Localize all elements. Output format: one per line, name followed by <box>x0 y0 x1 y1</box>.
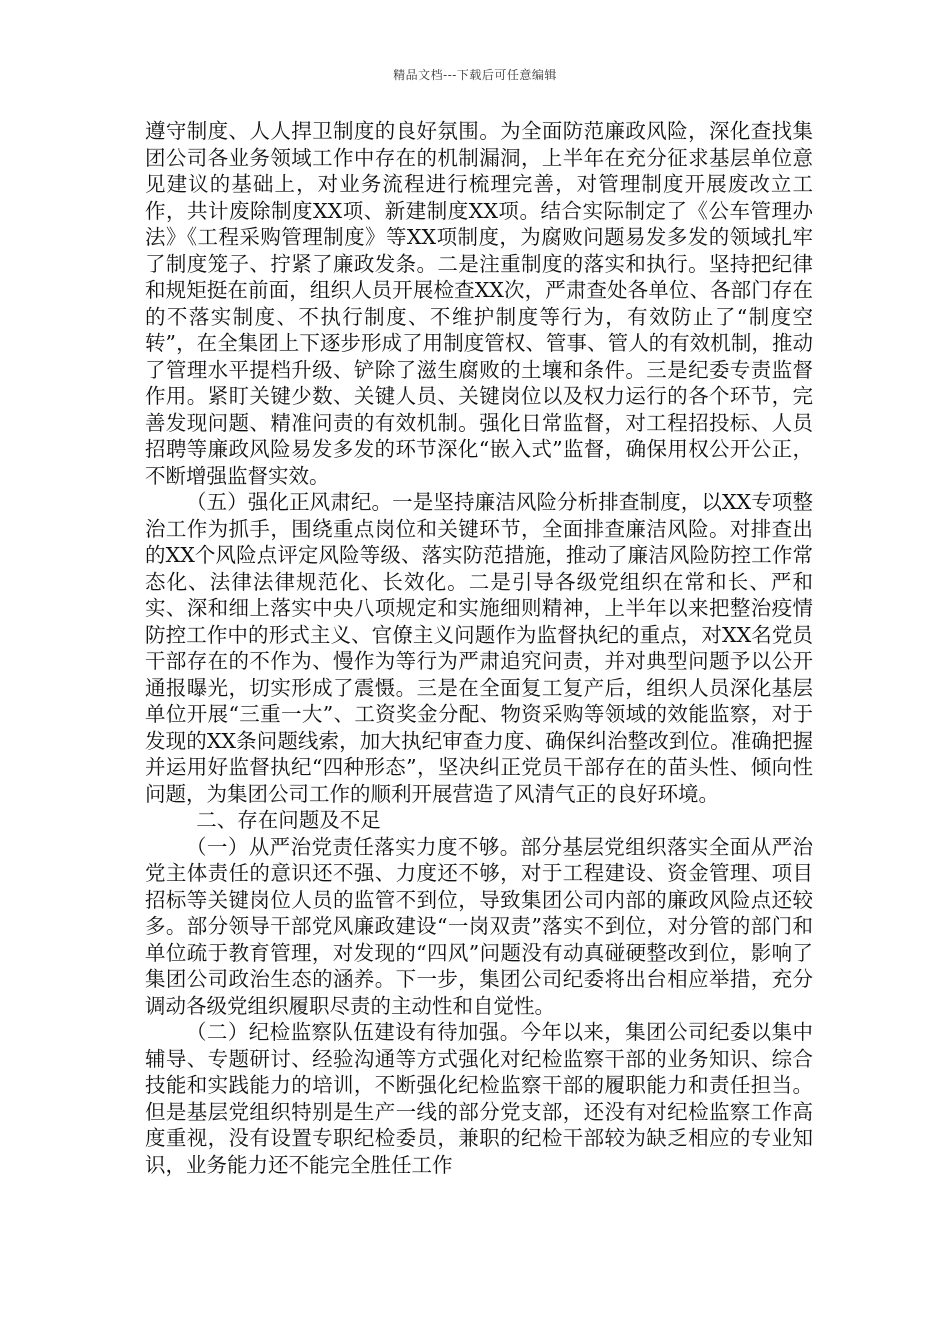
paragraph-continued: 遵守制度、人人捍卫制度的良好氛围。为全面防范廉政风险，深化查找集团公司各业务领域工作中存在的机制漏洞，上半年在充分征求基层单位意见建议的基础上，对业务流程进行梳理完善，对管理制度开展废改立工作，共计废除制度XX项、新建制度XX项。结合实际制定了《公车管理办法》《工程采购管理制度》等XX项制度，为腐败问题易发多发的领域扎牢了制度笼子、拧紧了廉政发条。二是注重制度的落实和执行。坚持把纪律和规矩挺在前面，组织人员开展检查XX次，严肃查处各单位、各部门存在的不落实制度、不执行制度、不维护制度等行为，有效防止了“制度空转”，在全集团上下逐步形成了用制度管权、管事、管人的有效机制，推动了管理水平提档升级、铲除了滋生腐败的土壤和条件。三是纪委专责监督作用。紧盯关键少数、关键人员、关键岗位以及权力运行的各个环节，完善发现问题、精准问责的有效机制。强化日常监督，对工程招投标、人员招聘等廉政风险易发多发的环节深化“嵌入式”监督，确保用权公开公正，不断增强监督实效。 <box>145 119 813 488</box>
paragraph-section-five: （五）强化正风肃纪。一是坚持廉洁风险分析排查制度，以XX专项整治工作为抓手，围绕重点岗位和关键环节，全面排查廉洁风险。对排查出的XX个风险点评定风险等级、落实防范措施，推动了廉洁风险防控工作常态化、法律法律规范化、长效化。二是引导各级党组织在常和长、严和实、深和细上落实中央八项规定和实施细则精神，上半年以来把整治疫情防控工作中的形式主义、官僚主义问题作为监督执纪的重点，对XX名党员干部存在的不作为、慢作为等行为严肃追究问责，并对典型问题予以公开通报曝光，切实形成了震慑。三是在全面复工复产后，组织人员深化基层单位开展“三重一大”、工资奖金分配、物资采购等领域的效能监察，对于发现的XX条问题线索，加大执纪审查力度、确保纠治整改到位。准确把握并运用好监督执纪“四种形态”，坚决纠正党员干部存在的苗头性、倾向性问题，为集团公司工作的顺利开展营造了风清气正的良好环境。 <box>145 490 813 806</box>
paragraph-problem-two: （二）纪检监察队伍建设有待加强。今年以来，集团公司纪委以集中辅导、专题研讨、经验沟通等方式强化对纪检监察干部的业务知识、综合技能和实践能力的培训，不断强化纪检监察干部的履职能力和责任担当。但是基层党组织特别是生产一线的部分党支部，还没有对纪检监察工作高度重视，没有设置专职纪检委员，兼职的纪检干部较为缺乏相应的专业知识，业务能力还不能完全胜任工作 <box>145 1020 813 1177</box>
section-heading-problems: 二、存在问题及不足 <box>196 808 381 832</box>
paragraph-problem-one: （一）从严治党责任落实力度不够。部分基层党组织落实全面从严治党主体责任的意识还不强、力度还不够，对于工程建设、资金管理、项目招标等关键岗位人员的监管不到位，导致集团公司内部的廉政风险点还较多。部分领导干部党风廉政建设“一岗双责”落实不到位，对分管的部门和单位疏于教育管理，对发现的“四风”问题没有动真碰硬整改到位，影响了集团公司政治生态的涵养。下一步，集团公司纪委将出台相应举措，充分调动各级党组织履职尽责的主动性和自觉性。 <box>145 834 813 1018</box>
document-body <box>145 118 813 1178</box>
page-header: 精品文档---下载后可任意编辑 <box>393 68 557 82</box>
